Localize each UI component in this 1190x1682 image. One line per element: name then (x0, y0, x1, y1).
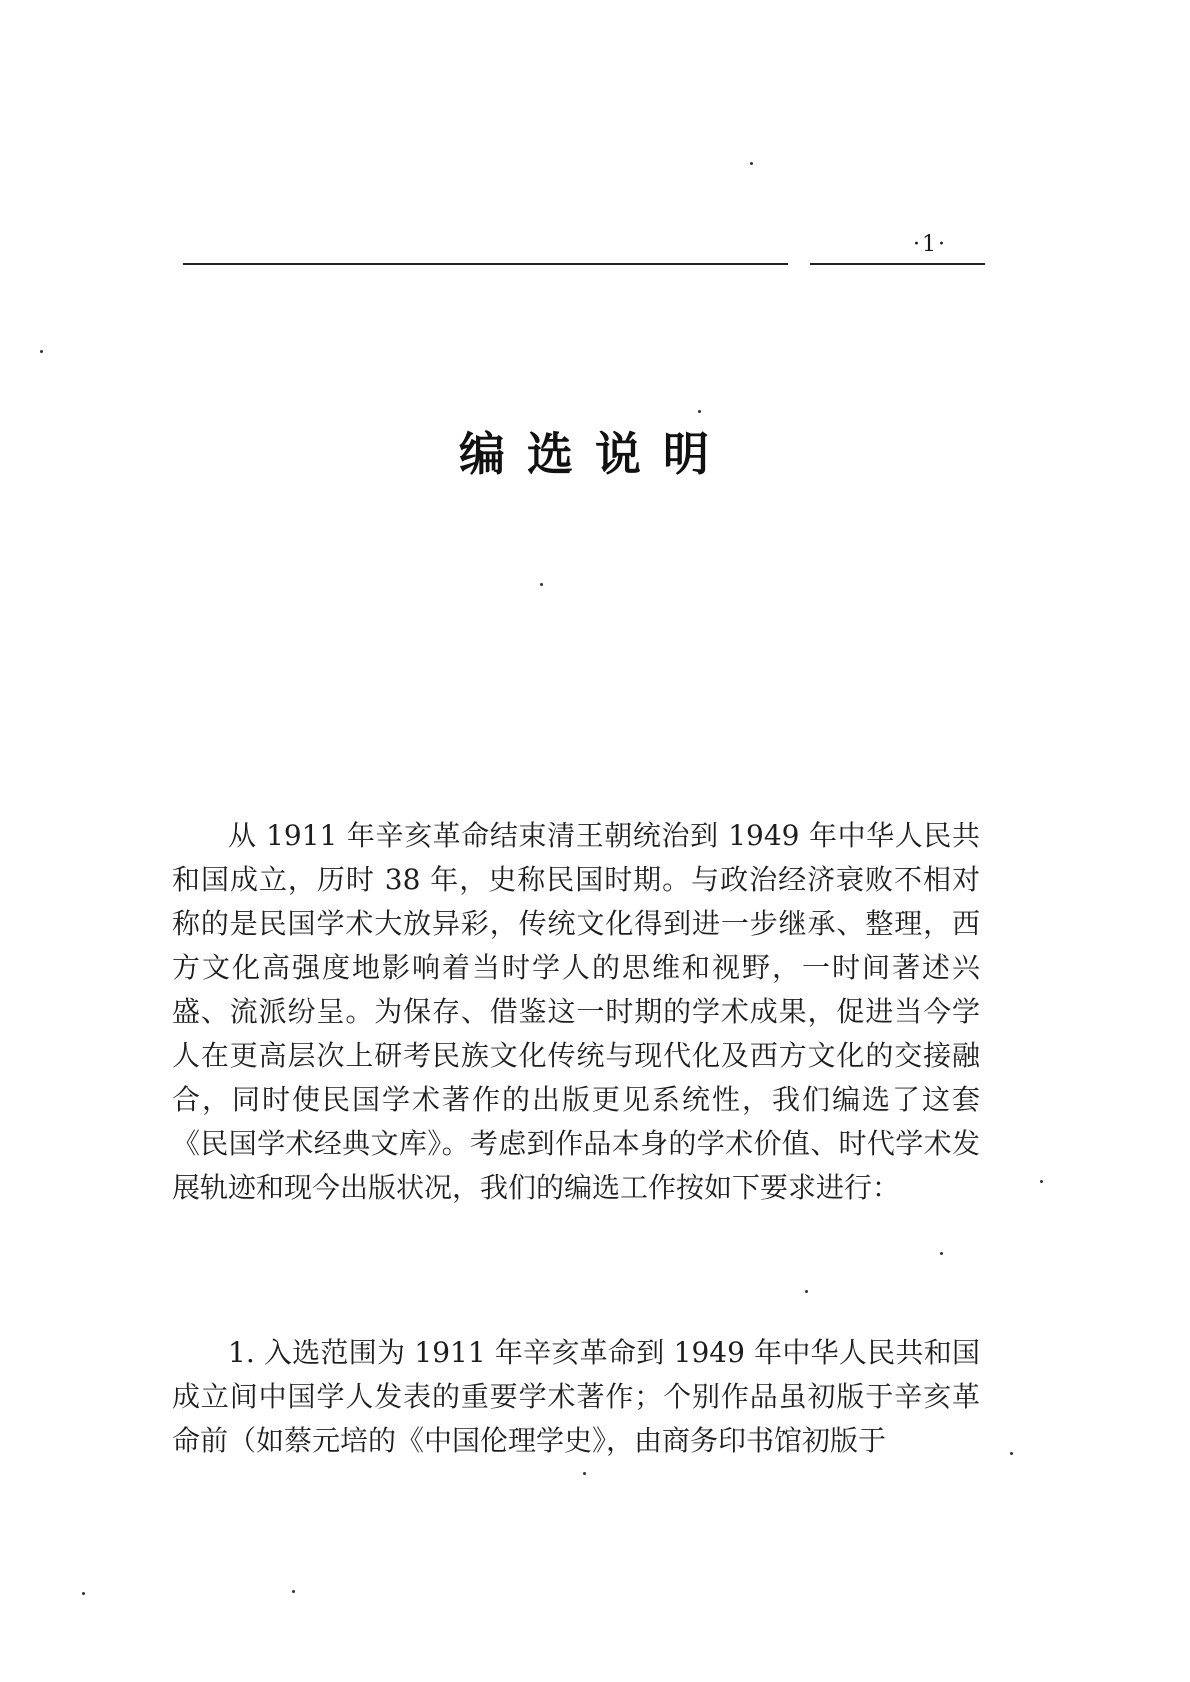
page-title: 编选说明 (459, 427, 731, 481)
header-rule-right (810, 263, 985, 265)
body-paragraph-item-1 (172, 1331, 980, 1463)
paragraph-text: 1. 入选范围为 1911 年辛亥革命到 1949 年中华人民共和国成立间中国学人发表的重要学术著作；个别作品虽初版于辛亥革命前（如蔡元培的《中国伦理学史》，由商务印书馆初版于 (172, 1336, 980, 1457)
scan-speck (40, 350, 43, 353)
scan-speck (82, 1592, 85, 1595)
scan-speck (1040, 1180, 1043, 1183)
scan-speck (698, 410, 701, 413)
body-paragraph-intro (172, 814, 980, 1210)
scan-speck (750, 162, 753, 165)
scan-speck (1010, 1452, 1013, 1455)
scan-speck (540, 583, 543, 586)
scan-speck (583, 1472, 586, 1475)
scan-speck (292, 1590, 295, 1593)
scan-speck (940, 1252, 943, 1255)
scan-speck (805, 1290, 808, 1293)
header-rule-left (183, 263, 788, 265)
page-number: ·1· (913, 232, 947, 257)
paragraph-text: 从 1911 年辛亥革命结束清王朝统治到 1949 年中华人民共和国成立，历时 38 年，史称民国时期。与政治经济衰败不相对称的是民国学术大放异彩，传统文化得到进一步继承、整理，西方文化高强度地影响着当时学人的思维和视野，一时间著述兴盛、流派纷呈。为保存、借鉴这一时期的学术成果，促进当今学人在更高层次上研考民族文化传统与现代化及西方文化的交接融合，同时使民国学术著作的出版更见系统性，我们编选了这套《民国学术经典文库》。考虑到作品本身的学术价值、时代学术发展轨迹和现今出版状况，我们的编选工作按如下要求进行： (172, 819, 980, 1204)
